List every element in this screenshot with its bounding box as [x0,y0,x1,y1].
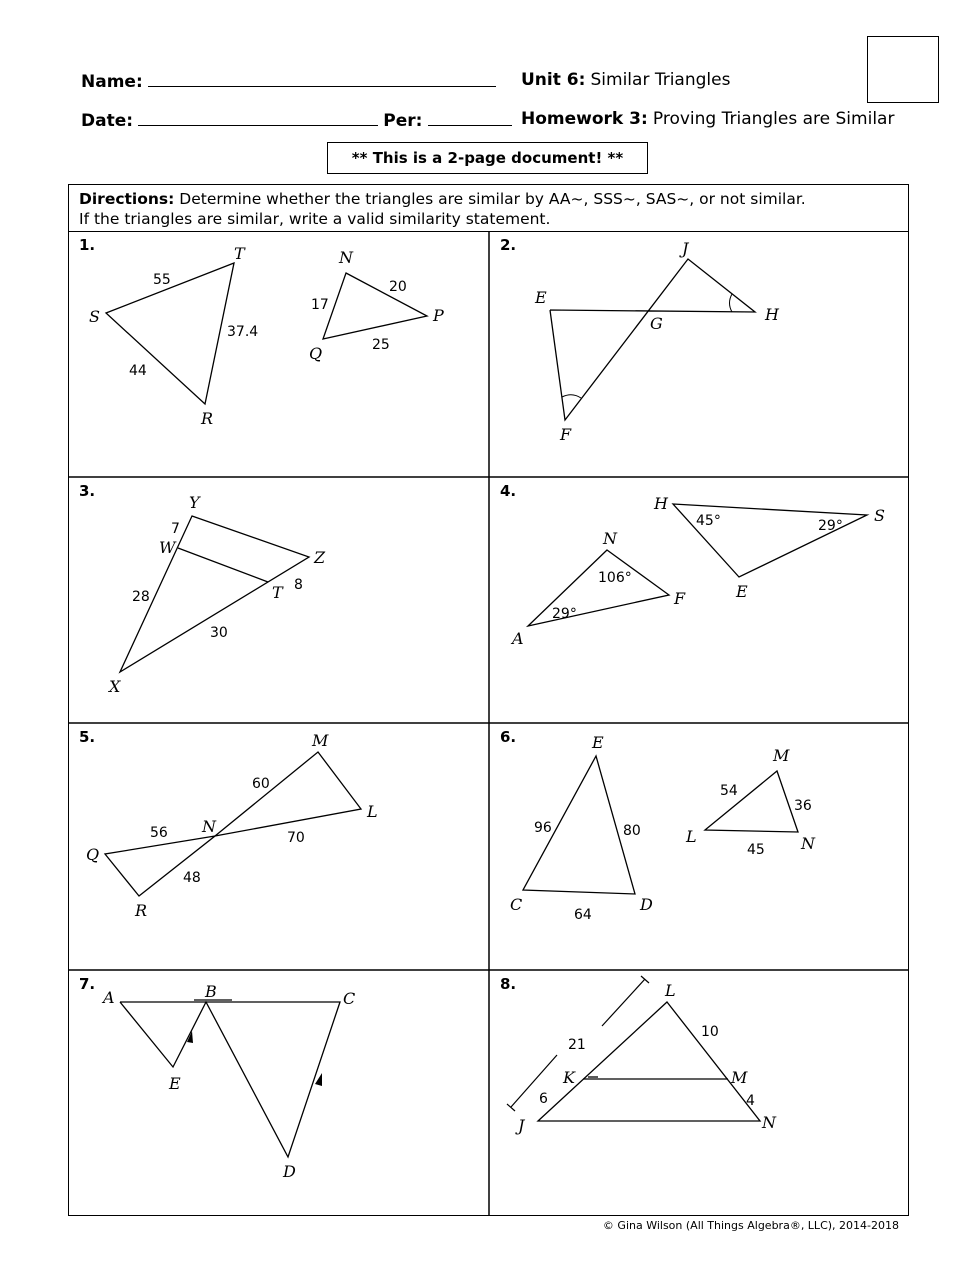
dim-line-lower [511,1055,557,1107]
homework-row [521,109,894,129]
vertex-E: E [169,1074,181,1093]
measure-ED: 80 [623,823,641,839]
measure-NR: 48 [183,870,201,886]
vertex-X: X [109,677,121,696]
vertex-P: P [433,306,444,325]
vertex-D: D [283,1162,296,1181]
vertex-F: F [560,425,572,444]
problem-5 [69,724,489,971]
vertex-M: M [731,1068,748,1087]
vertex-J: J [682,239,689,258]
vertex-L: L [686,827,697,846]
two-page-notice: ** This is a 2-page document! ** [327,142,648,174]
angle-A: 29° [552,606,577,622]
vertex-G: G [650,314,663,333]
measure-LN: 45 [747,842,765,858]
problem-8 [490,971,910,1217]
problem-number: 5. [79,728,96,746]
vertex-H: H [765,305,779,324]
vertex-W: W [159,538,176,557]
triangle-mln [215,752,361,836]
problem-1-figure [69,232,489,478]
vertex-Z: Z [314,548,326,567]
problem-grid [68,231,909,1216]
vertex-A: A [512,629,524,648]
vertex-M: M [312,731,329,750]
date-row [81,109,512,131]
measure-MN: 36 [794,798,812,814]
problem-1 [69,232,489,478]
homework-label: Homework 3: [521,109,648,129]
measure-LM: 10 [701,1024,719,1040]
measure-YW: 7 [171,521,180,537]
problem-3-figure [69,478,489,724]
problem-number: 1. [79,236,96,254]
vertex-J: J [518,1116,525,1135]
measure-NQ: 17 [311,297,329,313]
vertex-L: L [367,802,378,821]
vertex-C: C [510,895,523,914]
vertex-H: H [654,494,668,513]
vertex-N: N [339,248,353,267]
vertex-T: T [234,244,245,263]
vertex-E: E [535,288,547,307]
vertex-C: C [343,989,356,1008]
vertex-F: F [674,589,686,608]
angle-arc-F [562,395,581,398]
vertex-R: R [201,409,214,428]
vertex-M: M [773,746,790,765]
vertex-Q: Q [309,344,323,363]
problem-3 [69,478,489,724]
problem-4-figure [490,478,910,724]
copyright: © Gina Wilson (All Things Algebra®, LLC), 2014-2018 [602,1219,899,1232]
score-box[interactable] [867,36,939,103]
measure-MN: 60 [252,776,270,792]
directions-line1: Determine whether the triangles are similar by AA~, SSS~, SAS~, or not similar. [179,190,806,208]
vertex-Q: Q [86,845,100,864]
unit-row [521,70,730,90]
vertex-E: E [592,733,604,752]
measure-JL: 21 [568,1037,586,1053]
vertex-K: K [563,1068,575,1087]
vertex-N: N [202,817,216,836]
name-field[interactable] [148,70,496,87]
vertex-D: D [640,895,653,914]
problem-number: 7. [79,975,96,993]
vertex-R: R [135,901,148,920]
problem-6 [490,724,910,971]
vertex-S: S [89,307,100,326]
problem-2 [490,232,910,478]
per-field[interactable] [428,109,512,126]
angle-S: 29° [818,518,843,534]
measure-NL: 70 [287,830,305,846]
measure-TZ: 8 [294,577,303,593]
problem-2-figure [490,232,910,478]
measure-QP: 25 [372,337,390,353]
vertex-S: S [874,506,885,525]
problem-8-figure [490,971,910,1217]
measure-EC: 96 [534,820,552,836]
per-label: Per: [383,111,423,131]
problem-5-figure [69,724,489,971]
measure-ST: 55 [153,272,171,288]
vertex-L: L [665,981,676,1000]
name-label: Name: [81,72,143,92]
triangle-nqr [105,836,215,896]
measure-MN: 4 [746,1093,755,1109]
name-row [81,70,496,92]
problem-4 [490,478,910,724]
problem-7 [69,971,489,1217]
homework-title: Proving Triangles are Similar [652,109,895,129]
directions-line2: If the triangles are similar, write a valid similarity statement. [79,210,551,228]
problem-number: 4. [500,482,517,500]
measure-NP: 20 [389,279,407,295]
measure-JK: 6 [539,1091,548,1107]
vertex-T: T [272,583,283,602]
problem-number: 8. [500,975,517,993]
measure-LM: 54 [720,783,738,799]
angle-H: 45° [696,513,721,529]
triangle-nfa [528,550,669,626]
problem-7-figure [69,971,489,1217]
segment-WT [178,548,268,582]
measure-CD: 64 [574,907,592,923]
date-label: Date: [81,111,134,131]
vertex-A: A [103,988,115,1007]
directions-box [68,184,909,232]
measure-QN: 56 [150,825,168,841]
directions-label: Directions: [79,190,175,208]
unit-title: Similar Triangles [590,70,731,90]
problem-number: 3. [79,482,96,500]
triangles-abe-bcd [120,1002,340,1157]
problem-number: 6. [500,728,517,746]
problem-number: 2. [500,236,517,254]
dim-line-upper [602,979,645,1026]
vertex-N: N [603,529,617,548]
angle-arc-H [730,294,733,312]
angle-N: 106° [598,570,632,586]
date-field[interactable] [138,109,378,126]
measure-TR: 37.4 [227,324,259,340]
problem-6-figure [490,724,910,971]
triangle-mln [705,771,798,832]
measure-TX: 30 [210,625,228,641]
vertex-Y: Y [189,493,200,512]
bowtie-triangles [550,259,755,420]
unit-label: Unit 6: [521,70,586,90]
triangle-ljn [538,1002,760,1121]
dim-tick-lower [507,1104,515,1111]
vertex-N: N [801,834,815,853]
vertex-B: B [205,982,217,1001]
measure-SR: 44 [129,363,147,379]
vertex-E: E [736,582,748,601]
measure-WX: 28 [132,589,150,605]
triangle-npq [323,273,427,339]
vertex-N: N [762,1113,776,1132]
